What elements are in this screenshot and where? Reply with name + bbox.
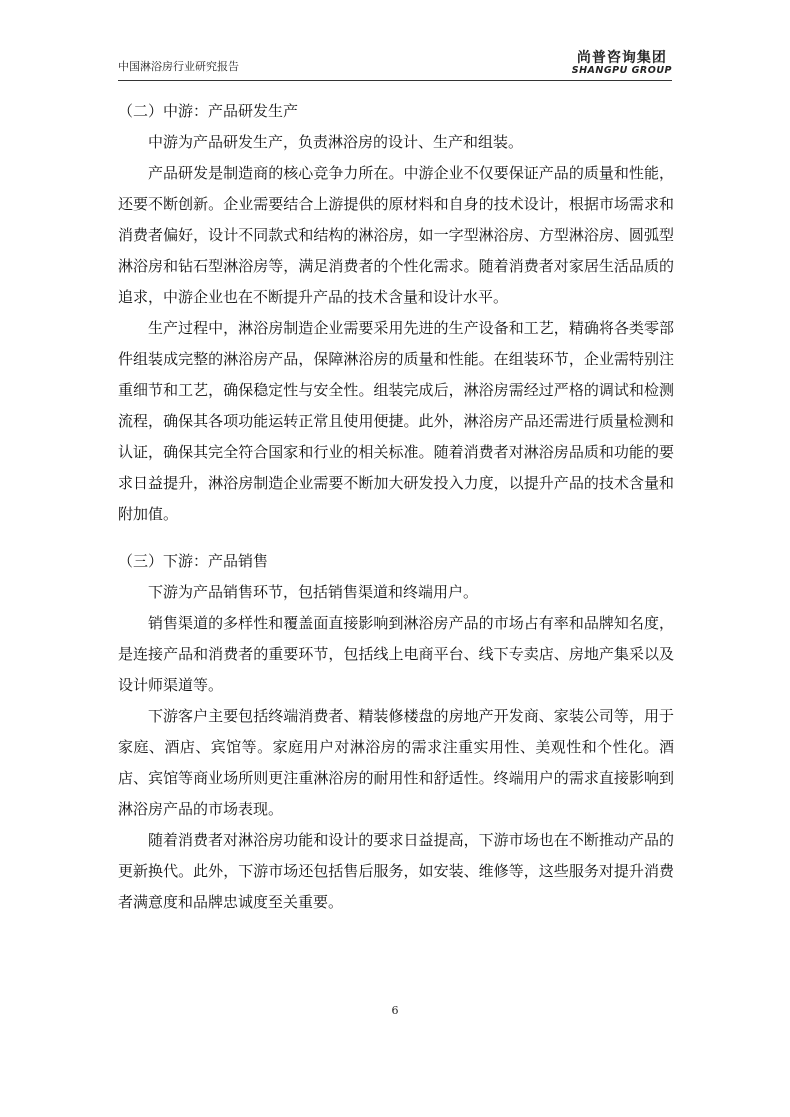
paragraph: 生产过程中，淋浴房制造企业需要采用先进的生产设备和工艺，精确将各类零部件组装成完整的淋浴房产品，保障淋浴房的质量和性能。在组装环节，企业需特别注重细节和工艺，确保稳定性与安全性。组装完成后，淋浴房需经过严格的调试和检测流程，确保其各项功能运转正常且使用便捷。此外，淋浴房产品还需进行质量检测和认证，确保其完全符合国家和行业的相关标准。随着消费者对淋浴房品质和功能的要求日益提升，淋浴房制造企业需要不断加大研发投入力度，以提升产品的技术含量和附加值。 <box>118 319 674 523</box>
paragraph: 中游为产品研发生产，负责淋浴房的设计、生产和组装。 <box>148 133 524 151</box>
document-body <box>118 96 674 918</box>
paragraph: 销售渠道的多样性和覆盖面直接影响到淋浴房产品的市场占有率和品牌知名度，是连接产品和消费者的重要环节，包括线上电商平台、线下专卖店、房地产集采以及设计师渠道等。 <box>118 614 674 694</box>
logo-chinese-text: 尚普咨询集团 <box>576 50 667 66</box>
company-logo <box>572 51 672 76</box>
report-title: 中国淋浴房行业研究报告 <box>118 60 239 73</box>
section-heading-downstream: （三）下游：产品销售 <box>118 552 269 570</box>
paragraph: 产品研发是制造商的核心竞争力所在。中游企业不仅要保证产品的质量和性能，还要不断创新。企业需要结合上游提供的原材料和自身的技术设计，根据市场需求和消费者偏好，设计不同款式和结构的淋浴房，如一字型淋浴房、方型淋浴房、圆弧型淋浴房和钻石型淋浴房等，满足消费者的个性化需求。随着消费者对家居生活品质的追求，中游企业也在不断提升产品的技术含量和设计水平。 <box>118 164 674 306</box>
paragraph: 随着消费者对淋浴房功能和设计的要求日益提高，下游市场也在不断推动产品的更新换代。此外，下游市场还包括售后服务，如安装、维修等，这些服务对提升消费者满意度和品牌忠诚度至关重要。 <box>118 831 674 911</box>
logo-english-text: SHANGPU GROUP <box>571 65 672 76</box>
page-number: 6 <box>391 1004 399 1017</box>
section-heading-midstream: （二）中游：产品研发生产 <box>118 102 299 120</box>
paragraph: 下游为产品销售环节，包括销售渠道和终端用户。 <box>148 583 479 601</box>
page-header <box>118 50 672 81</box>
paragraph: 下游客户主要包括终端消费者、精装修楼盘的房地产开发商、家装公司等，用于家庭、酒店、宾馆等。家庭用户对淋浴房的需求注重实用性、美观性和个性化。酒店、宾馆等商业场所则更注重淋浴房的耐用性和舒适性。终端用户的需求直接影响到淋浴房产品的市场表现。 <box>118 707 674 818</box>
